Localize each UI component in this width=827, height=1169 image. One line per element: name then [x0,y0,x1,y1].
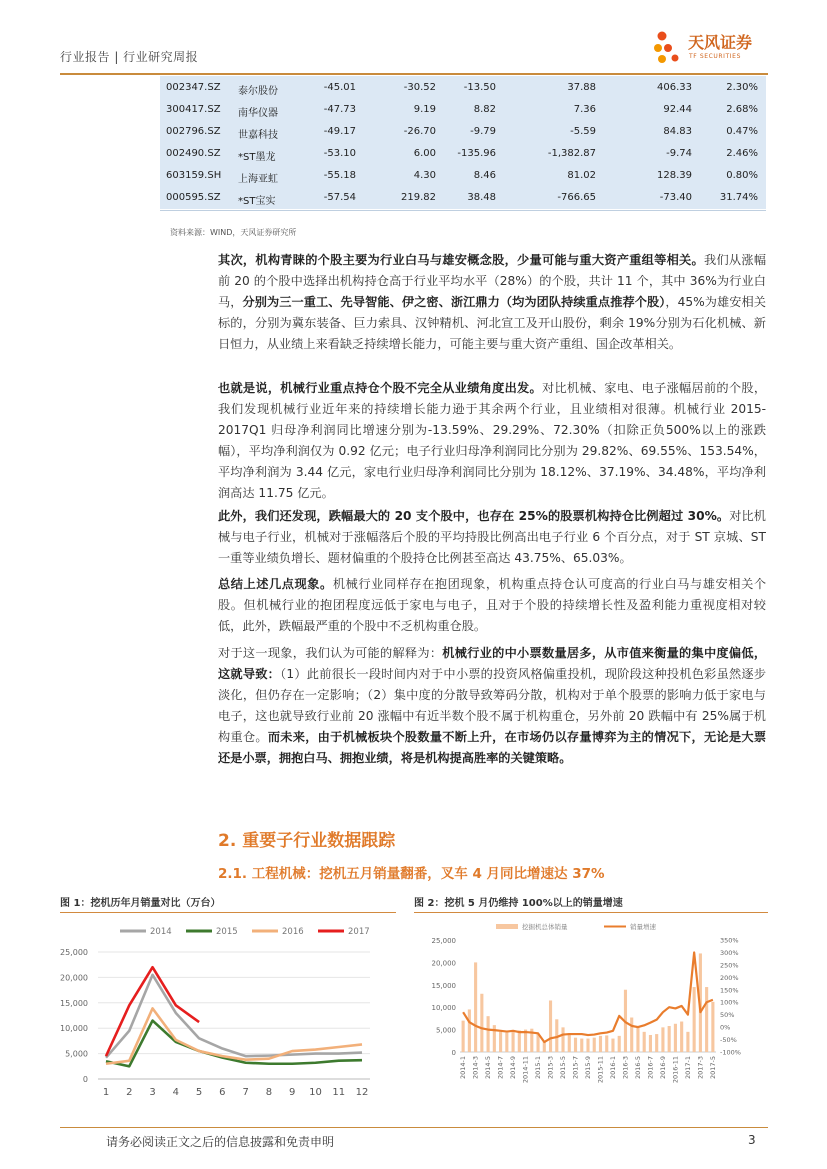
x-tick-label: 2016-3 [621,1056,630,1080]
bar [649,1035,652,1052]
x-tick-label: 2 [126,1087,133,1098]
paragraph-5 [218,643,766,769]
cell-code: 002347.SZ [166,82,221,93]
x-tick-label: 2015-7 [571,1056,580,1080]
x-tick-label: 2017-3 [696,1056,705,1080]
page-number: 3 [748,1133,756,1147]
y2-tick-label: 200% [720,973,739,982]
x-tick-label: 2017-5 [708,1056,717,1080]
y2-tick-label: 300% [720,948,739,957]
figure-2-rule [414,912,768,913]
cell-code: 002490.SZ [166,148,221,159]
y-tick-label: 0 [82,1075,88,1084]
cell-value: -9.74 [666,148,692,159]
x-tick-label: 2016-5 [633,1056,642,1080]
paragraph-1-text: 我们从涨幅前 20 的个股中选择出机构持仓高于行业平均水平（28%）的个股，共计 11 个，其中 36%为行业白马， [218,253,767,309]
y-tick-label: 10,000 [60,1024,88,1034]
cell-value: -47.73 [323,104,356,115]
cell-name: 世嘉科技 [238,130,278,141]
bar [518,1030,521,1052]
paragraph-5-conclusion: 而未来，由于机械板块个股数量不断上升，在市场仍以存量博弈为主的情况下，无论是大票还是小票，拥抱白马、拥抱业绩，将是机构提高胜率的关键策略。 [218,730,767,765]
y-tick-label: 15,000 [60,998,88,1008]
cell-value: 2.30% [726,82,758,93]
logo-dot-icon [672,55,679,62]
x-tick-label: 2016-11 [671,1056,680,1084]
cell-value: -49.17 [323,126,356,137]
paragraph-2-lead: 也就是说，机械行业重点持仓个股不完全从业绩角度出发。 [218,381,542,395]
cell-value: 92.44 [663,104,692,115]
cell-name: 南华仪器 [238,108,278,119]
cell-value: 4.30 [413,170,436,181]
brand-subtitle: TF SECURITIES [689,53,741,60]
bar [574,1038,577,1052]
bar [480,994,483,1052]
y-tick-label: 10,000 [431,1004,456,1013]
footer-divider [60,1127,768,1128]
x-tick-label: 4 [172,1087,180,1098]
bar [668,1026,671,1052]
x-tick-label: 12 [355,1087,369,1098]
bar [499,1032,502,1052]
figure-1-title: 图 1：挖机历年月销量对比（万台） [60,898,221,909]
cell-code: 603159.SH [166,170,222,181]
cell-value: 219.82 [401,192,436,203]
bar [655,1034,658,1052]
y2-tick-label: 250% [720,961,739,970]
table-row [160,77,766,99]
cell-name: 上海亚虹 [238,174,278,185]
x-tick-label: 2016-9 [658,1056,667,1080]
legend-label: 2015 [216,927,238,937]
legend-label: 挖掘机总体销量 [522,923,568,931]
x-tick-label: 7 [242,1087,249,1098]
header-divider [60,73,768,75]
y-tick-label: 25,000 [60,948,88,957]
cell-value: 31.74% [719,192,758,203]
cell-value: -9.79 [470,126,496,137]
y2-tick-label: 50% [720,1011,735,1020]
cell-value: 0.47% [726,126,758,137]
bar [561,1027,564,1052]
table-row [160,121,766,143]
cell-value: 7.36 [573,104,596,115]
cell-value: -5.59 [570,126,596,137]
figure-2-title: 图 2：挖机 5 月仍维持 100%以上的销量增速 [414,898,623,909]
bar [611,1039,614,1052]
x-tick-label: 3 [149,1087,156,1098]
y2-tick-label: 150% [720,986,739,995]
y2-tick-label: 350% [720,936,739,945]
bar [686,1032,689,1052]
bar [568,1033,571,1052]
paragraph-2 [218,378,766,504]
bar [630,1018,633,1052]
section-title: 2. 重要子行业数据跟踪 [218,831,396,851]
legend-swatch [496,924,518,929]
cell-value: -53.10 [323,148,356,159]
x-tick-label: 2014-3 [471,1056,480,1080]
cell-value: 2.46% [726,148,758,159]
x-tick-label: 2014-9 [509,1056,518,1080]
table-row [160,187,766,209]
paragraph-3-text: 对比机械与电子行业，机械对于涨幅落后个股的平均持股比例高出电子行业 6 个百分点，对于 ST 京城、ST 一重等业绩负增长、题材偏重的个股持仓比例甚至高达 43.75%、65.03%。 [218,509,766,565]
y-tick-label: 0 [451,1049,456,1057]
x-tick-label: 2015-11 [596,1056,605,1084]
y2-tick-label: 100% [720,998,739,1007]
paragraph-4-lead: 总结上述几点现象。 [218,577,333,591]
x-tick-label: 10 [309,1087,322,1098]
cell-value: -45.01 [323,82,356,93]
cell-code: 000595.SZ [166,192,221,203]
x-tick-label: 2015-1 [534,1056,543,1080]
paragraph-1-text-end: ，45%为雄安相关标的，分别为冀东装备、巨力索具、汉钟精机、河北宣工及开山股份，剩余 19%分别为石化机械、新日恒力，从业绩上来看缺乏持续增长能力，可能主要与重大资产重组、国企改革相关。 [218,295,766,351]
logo-dot-icon [658,32,667,41]
table-row [160,143,766,165]
y-tick-label: 20,000 [60,973,88,983]
cell-code: 300417.SZ [166,104,221,115]
bar [468,1009,471,1052]
table-row [160,99,766,121]
bar [512,1031,515,1052]
y-tick-label: 20,000 [431,959,456,968]
bar [505,1033,508,1052]
figure-1-chart [60,914,396,1110]
x-tick-label: 2014-11 [521,1056,530,1084]
x-tick-label: 2016-7 [646,1056,655,1080]
bar [693,987,696,1052]
y-tick-label: 5,000 [435,1026,456,1035]
bar [661,1027,664,1052]
cell-value: -135.96 [457,148,496,159]
cell-value: 6.00 [413,148,436,159]
cell-value: 8.46 [473,170,496,181]
x-tick-label: 2016-1 [608,1056,617,1080]
breadcrumb: 行业报告 | 行业研究周报 [60,50,199,64]
cell-name: 泰尔股份 [238,86,278,97]
x-tick-label: 6 [219,1087,226,1098]
cell-value: 8.82 [473,104,496,115]
figure-1-rule [60,912,396,913]
paragraph-5-text: 对于这一现象，我们认为可能的解释为： [218,646,443,660]
bar [618,1036,621,1052]
bar [643,1032,646,1052]
paragraph-1 [218,250,766,355]
table-bottom-rule [160,210,766,211]
bar [705,987,708,1052]
legend-label: 销量增速 [630,923,656,931]
legend-label: 2016 [282,927,304,937]
cell-value: 37.88 [567,82,596,93]
bar [474,962,477,1052]
logo-dot-icon [654,44,662,52]
y-tick-label: 5,000 [65,1049,88,1059]
bar [593,1038,596,1052]
x-tick-label: 2014-7 [496,1056,505,1080]
x-tick-label: 1 [102,1087,110,1098]
series-line-2014 [106,975,362,1058]
cell-value: 128.39 [657,170,692,181]
y-tick-label: 15,000 [431,981,456,990]
x-tick-label: 11 [332,1087,346,1098]
cell-value: -766.65 [557,192,596,203]
x-tick-label: 2017-1 [683,1056,692,1080]
x-tick-label: 2014-5 [484,1056,493,1080]
stock-table [160,76,766,209]
legend-label: 2014 [150,927,172,937]
x-tick-label: 2015-9 [584,1056,592,1080]
bar [462,1021,465,1052]
cell-value: 0.80% [726,170,758,181]
paragraph-3-lead: 此外，我们还发现，跌幅最大的 20 支个股中，也存在 25%的股票机构持仓比例超过 30%。 [218,509,730,523]
brand-name: 天风证券 [688,33,753,52]
y-tick-label: 25,000 [431,937,456,945]
cell-value: -13.50 [463,82,496,93]
bar [580,1039,583,1052]
bar [586,1039,589,1052]
cell-name: *ST墨龙 [238,152,276,163]
x-tick-label: 2014-1 [459,1056,468,1080]
legend-label: 2017 [348,927,370,937]
logo-dot-icon [658,55,666,63]
cell-value: -1,382.87 [547,148,596,159]
y2-tick-label: 0% [720,1023,731,1032]
paragraph-5-text-middle: （1）此前很长一段时间内对于中小票的投资风格偏重投机，现阶段这种投机色彩虽然逐步淡化，但仍存在一定影响；（2）集中度的分散导致筹码分散，机构对于单个股票的影响力低于家电与电子，这也就导致行业前 20 涨幅中有近半数个股不属于机构重仓，另外前 20 跌幅中有 25%属于机构重仓。 [218,667,767,744]
cell-value: -30.52 [403,82,436,93]
y2-tick-label: -50% [720,1036,737,1045]
paragraph-5-highlight: 机械行业的中小票数量居多，从市值来衡量的集中度偏低，这就导致： [218,646,767,681]
cell-value: -57.54 [323,192,356,203]
paragraph-4 [218,574,766,637]
paragraph-1-lead: 其次，机构青睐的个股主要为行业白马与雄安概念股，少量可能与重大资产重组等相关。 [218,253,704,267]
table-row [160,165,766,187]
cell-value: -26.70 [403,126,436,137]
cell-value: 38.48 [467,192,496,203]
bar [636,1027,639,1052]
cell-value: -55.18 [323,170,356,181]
paragraph-4-text: 机械行业同样存在抱团现象，机构重点持仓认可度高的行业白马与雄安相关个股。但机械行业的抱团程度远低于家电与电子，且对于个股的持续增长性及盈利能力重视度相对较低，此外，跌幅最严重的个股中不乏机构重仓股。 [218,577,767,633]
paragraph-1-highlight: 分别为三一重工、先导智能、伊之密、浙江鼎力（均为团队持续重点推荐个股） [242,295,666,309]
y2-tick-label: -100% [720,1048,741,1057]
subsection-title: 2.1. 工程机械：挖机五月销量翻番，叉车 4 月同比增速达 37% [218,866,605,882]
cell-value: -73.40 [659,192,692,203]
bar [680,1022,683,1052]
x-tick-label: 2015-5 [559,1056,568,1080]
cell-value: 84.83 [663,126,692,137]
cell-value: 406.33 [657,82,692,93]
bar [674,1024,677,1052]
cell-value: 9.19 [413,104,436,115]
x-tick-label: 8 [265,1087,273,1098]
x-tick-label: 2015-3 [546,1056,555,1080]
cell-value: 81.02 [567,170,596,181]
bar [711,1002,714,1052]
bar [599,1036,602,1052]
cell-value: 2.68% [726,104,758,115]
paragraph-3 [218,506,766,569]
bar [605,1035,608,1052]
bar [536,1034,539,1052]
figure-2-chart [414,914,768,1110]
x-tick-label: 5 [195,1087,203,1098]
bar [549,1000,552,1052]
footer-disclaimer: 请务必阅读正文之后的信息披露和免责申明 [106,1135,335,1149]
x-tick-label: 9 [288,1087,296,1098]
cell-name: *ST宝实 [238,196,276,207]
cell-code: 002796.SZ [166,126,221,137]
logo-dot-icon [664,44,672,52]
bar [487,1016,490,1052]
paragraph-2-text: 对比机械、家电、电子涨幅居前的个股，我们发现机械行业近年来的持续增长能力逊于其余两个行业，且业绩相对很薄。机械行业 2015-2017Q1 归母净利润同比增速分别为-13.59%、29.29%、72.30%（扣除正负500%以上的涨跌幅），平均净利润仅为 0.92 亿元；电子行业归母净利润同比分别为 29.82%、69.55%、153.54%，平均净利润为 3.44 亿元，家电行业归母净利润同比分别为 18.12%、37.19%、34.48%，平均净利润高达 11.75 亿元。 [218,381,767,500]
table-source: 资料来源：WIND，天风证券研究所 [170,228,297,237]
